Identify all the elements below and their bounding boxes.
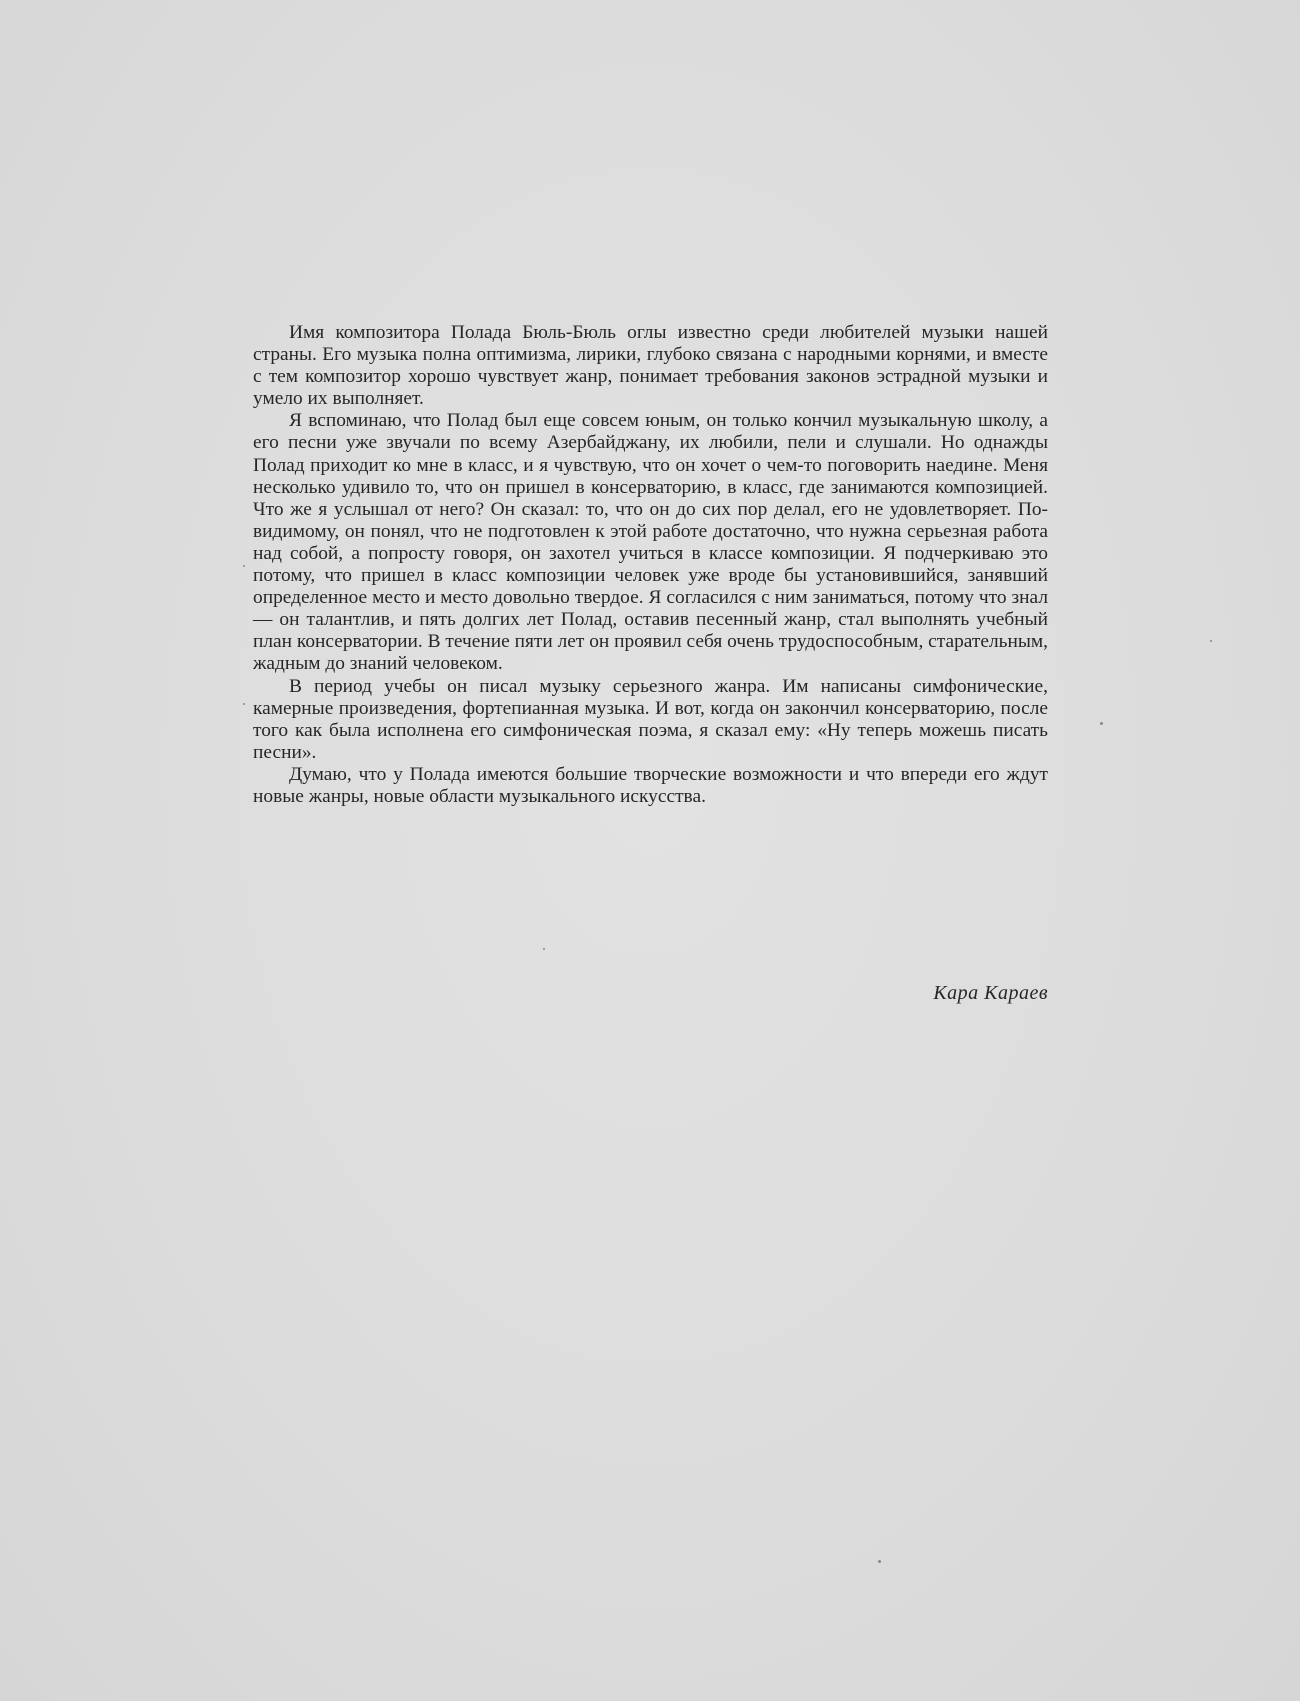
print-speck xyxy=(1210,640,1212,642)
paragraph-1: Имя композитора Полада Бюль-Бюль оглы известно среди любителей музыки нашей страны. Его музыка полна оптимизма, лирики, глубоко связана с народными корнями, и вместе с тем композитор хорошо чувствует жанр, понимает требования законов эстрадной музыки и умело их выполняет. xyxy=(253,322,1048,410)
paragraph-2: Я вспоминаю, что Полад был еще совсем юным, он только кончил музыкальную школу, а его песни уже звучали по всему Азербайджану, их любили, пели и слушали. Но однажды Полад приходит ко мне в класс, и я чувствую, что он хочет о чем-то поговорить наедине. Меня несколько удивило то, что он пришел в консерваторию, в класс, где занимаются композицией. Что же я услышал от него? Он сказал: то, что он до сих пор делал, его не удовлетворяет. По-видимому, он понял, что не подготовлен к этой работе достаточно, что нужна серьезная работа над собой, а попросту говоря, он захотел учиться в классе композиции. Я подчеркиваю это потому, что пришел в класс композиции человек уже вроде бы установившийся, занявший определенное место и место довольно твердое. Я согласился с ним заниматься, потому что знал — он талантлив, и пять долгих лет Полад, оставив песенный жанр, стал выполнять учебный план консерватории. В течение пяти лет он проявил себя очень трудоспособным, старательным, жадным до знаний человеком. xyxy=(253,410,1048,675)
print-speck xyxy=(878,1560,881,1563)
author-signature: Кара Караев xyxy=(933,982,1048,1004)
paragraph-4: Думаю, что у Полада имеются большие творческие возможности и что впереди его ждут новые жанры, новые области музыкального искусства. xyxy=(253,763,1048,807)
article-body xyxy=(253,322,1048,808)
print-speck xyxy=(543,948,545,950)
print-speck xyxy=(1100,722,1103,725)
paragraph-3: В период учебы он писал музыку серьезного жанра. Им написаны симфонические, камерные произведения, фортепианная музыка. И вот, когда он закончил консерваторию, после того как была исполнена его симфоническая поэма, я сказал ему: «Ну теперь можешь писать песни». xyxy=(253,675,1048,763)
print-speck xyxy=(243,565,245,567)
print-speck xyxy=(243,703,245,705)
